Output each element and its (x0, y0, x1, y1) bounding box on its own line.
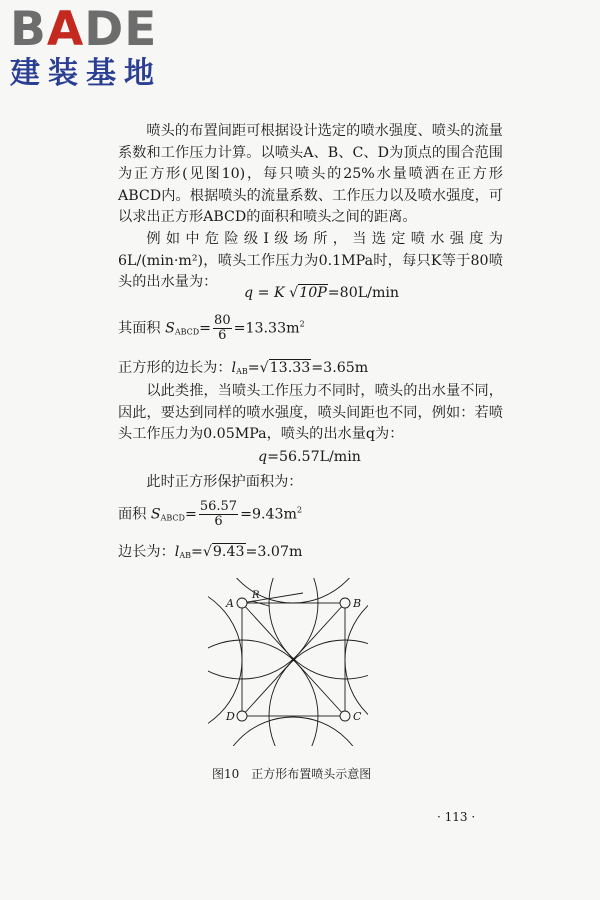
sprinkler-d (237, 711, 247, 721)
sprinkler-b (340, 598, 350, 608)
arc-outer-right (345, 584, 497, 736)
logo-subtitle: 建装基地 (10, 56, 162, 91)
figure-caption: 图10 正方形布置喷头示意图 (212, 767, 372, 781)
arc-outer-top (217, 451, 369, 603)
logo-wordmark: BADE (10, 2, 158, 57)
formula-area-2: 面积 $S_{ABCD}=$ $\frac{56.57}{6}$ $=9.43m^2$ (118, 499, 303, 529)
label-r: R (252, 590, 260, 601)
sprinkler-c (340, 711, 350, 721)
paragraph-1: 喷头的布置间距可根据设计选定的喷水强度、喷头的流量系数和工作压力计算。以喷头A、B、C、D为顶点的围合范围为正方形(见图10)，每只喷头的25%水量喷洒在正方形ABCD内。根据喷头的流量系数、工作压力以及喷水强度，可以求出正方形ABCD的面积和喷头之间的距离。 (118, 123, 503, 225)
formula-side-1: 正方形的边长为：$l_{AB}=√13.33=3.65m$ (118, 360, 369, 376)
sprinkler-a (237, 598, 247, 608)
arc-outer-bottom (217, 717, 369, 869)
page-number: · 113 · (437, 810, 476, 824)
arc-outer-left (90, 584, 242, 736)
label-d: D (226, 710, 235, 723)
paragraph-3: 以此类推，当喷头工作压力不同时，喷头的出水量不同，因此，要达到同样的喷水强度，喷头间距也不同，例如：若喷头工作压力为0.05MPa，喷头的出水量q为： (118, 383, 503, 442)
formula-flow-2: q=56.57L/min (258, 449, 361, 465)
radius-leader (252, 601, 269, 606)
formula-area-1: 其面积 $S_{ABCD}=$ $\frac{80}{6}$ $=13.33m^2$ (118, 313, 305, 343)
formula-side-2: 边长为：$l_{AB}=√9.43=3.07m$ (118, 544, 303, 560)
label-c: C (353, 710, 362, 723)
paragraph-2: 例如中危险级Ⅰ级场所，当选定喷水强度为6L/(min·m²)，喷头工作压力为0.1MPa时，每只K等于80喷头的出水量为： (118, 231, 503, 290)
formula-flow-1: q = K √10P=80L/min (244, 285, 400, 301)
paragraph-4: 此时正方形保护面积为： (146, 474, 303, 490)
label-b: B (353, 597, 362, 610)
coverage-arcs (90, 451, 497, 869)
label-a: A (226, 597, 234, 610)
